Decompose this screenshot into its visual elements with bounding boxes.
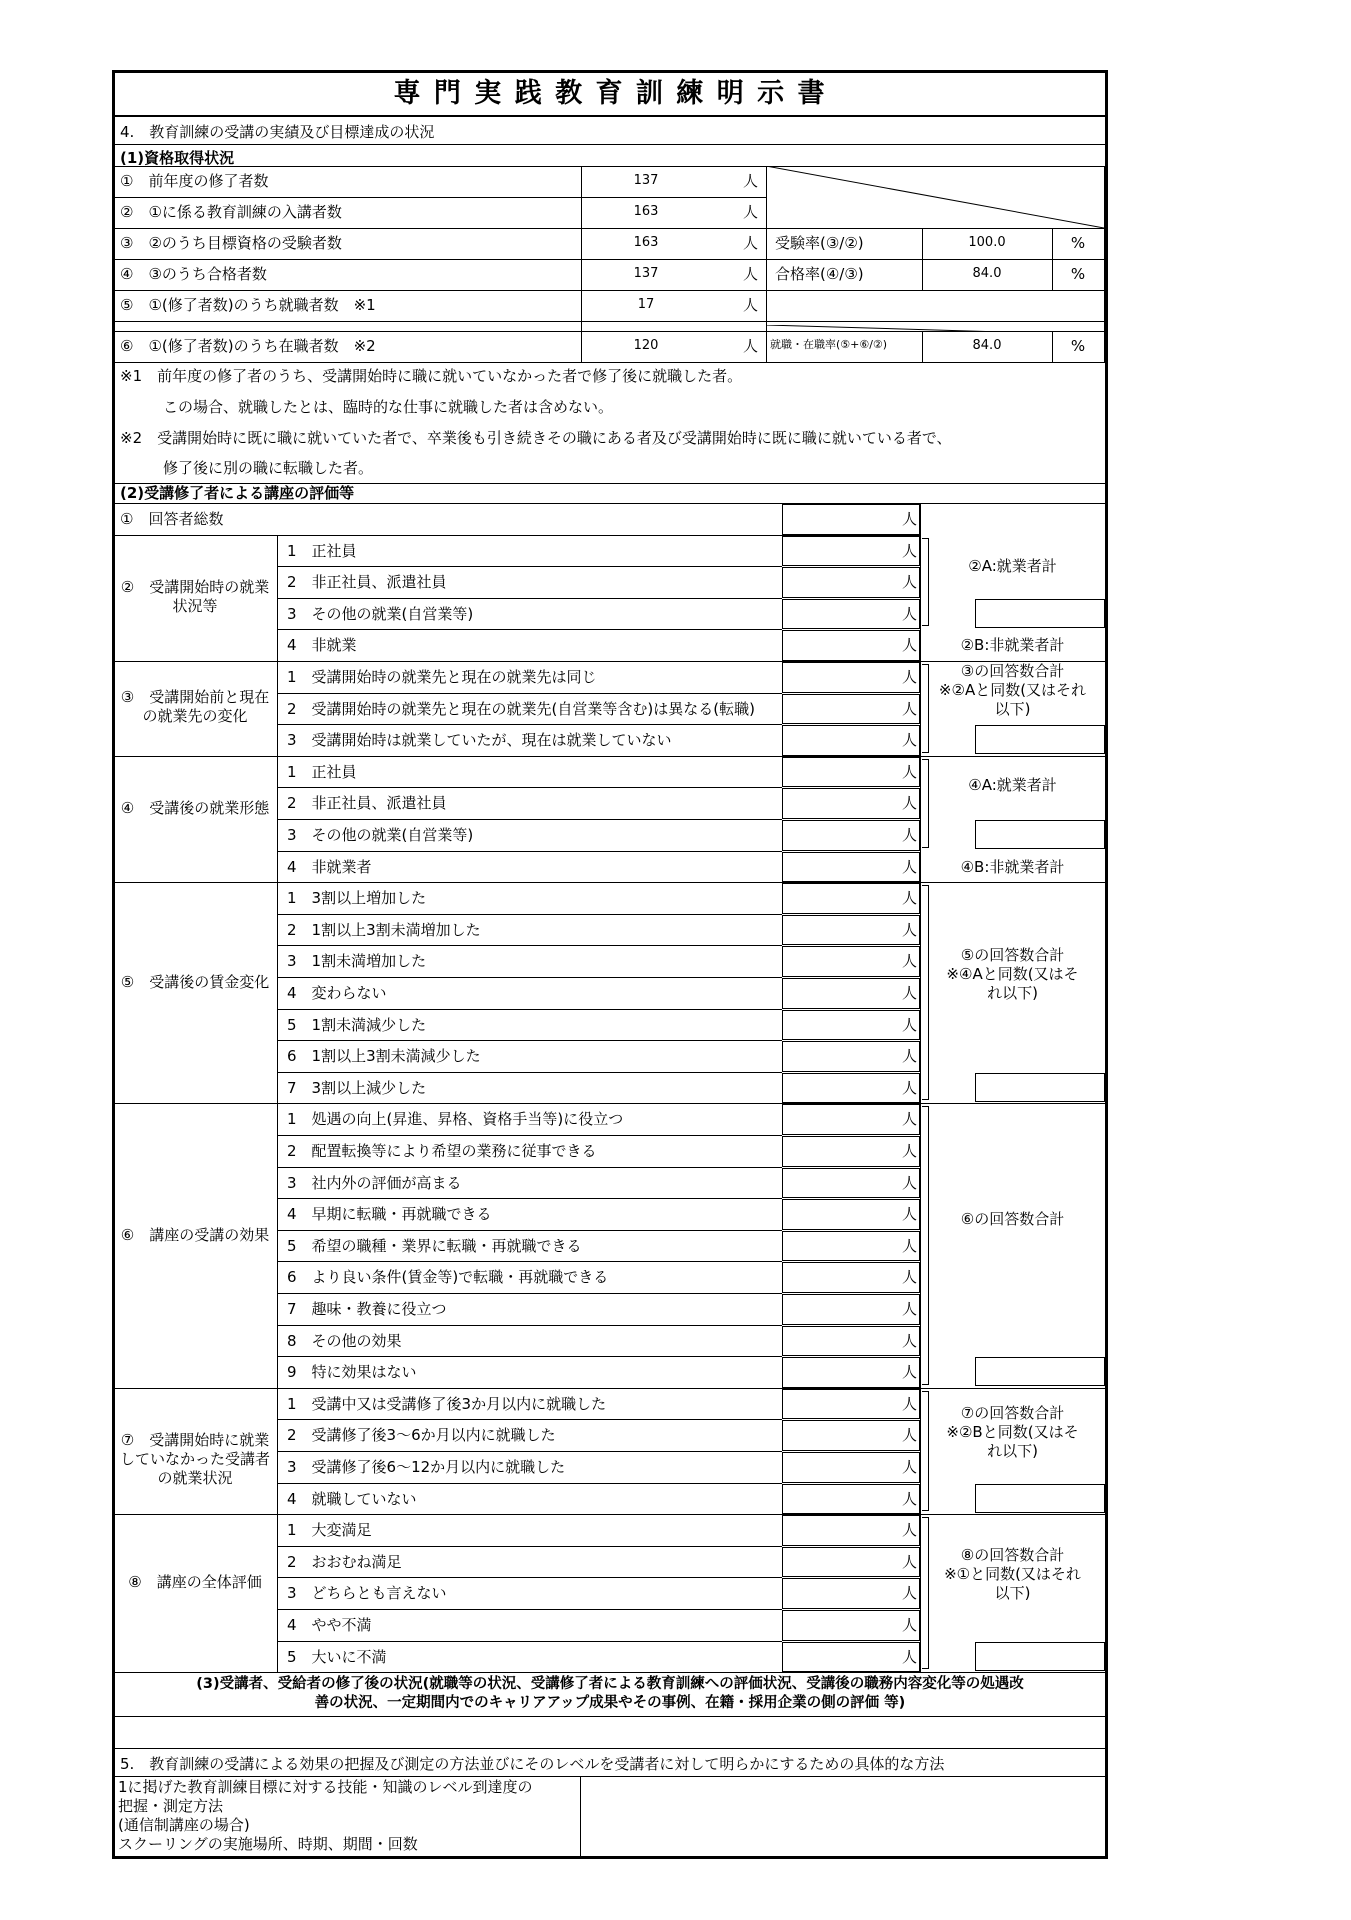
side-2a-label: ②A:就業者計: [968, 556, 1057, 575]
s2-item-unit: 人: [902, 1300, 918, 1318]
s2-item-unit: 人: [902, 1173, 918, 1192]
side-4a-label: ④A:就業者計: [968, 775, 1057, 794]
s2-item-label: 3 受講開始時は就業していたが、現在は就業していない: [287, 731, 672, 750]
side-total-input[interactable]: [975, 599, 1105, 628]
s5-line3: (通信制講座の場合): [118, 1816, 250, 1834]
s1-row-label: ④ ③のうち合格者数: [120, 265, 267, 283]
note-2-cont: 修了後に別の職に転職した者。: [163, 459, 374, 477]
s2-item-unit: 人: [902, 857, 918, 876]
s2-item-label: 8 その他の効果: [287, 1331, 402, 1350]
s1-rate-unit: %: [1070, 265, 1086, 283]
s2-item-label: 1 大変満足: [287, 1521, 372, 1540]
s2-item-input[interactable]: [782, 852, 920, 883]
s2-item-unit: 人: [902, 952, 918, 971]
side-total-input[interactable]: [975, 1073, 1105, 1102]
side-5-label: れ以下): [987, 984, 1038, 1003]
s2-item-input[interactable]: [782, 820, 920, 851]
s2-group-label: ⑧ 講座の全体評価: [128, 1573, 262, 1592]
s2-item-label: 6 1割以上3割未満減少した: [287, 1047, 481, 1066]
s2-item-unit: 人: [902, 1078, 918, 1097]
s2-item-unit: 人: [902, 889, 918, 908]
note-1-cont: この場合、就職したとは、臨時的な仕事に就職した者は含めない。: [163, 398, 614, 416]
s2-item-label: 7 3割以上減少した: [287, 1078, 427, 1097]
side-7-label: ※②Bと同数(又はそ: [946, 1422, 1079, 1441]
section-4-heading: 4. 教育訓練の受講の実績及び目標達成の状況: [120, 123, 435, 141]
s2-item-input[interactable]: [782, 536, 920, 567]
s2-item-input[interactable]: [782, 946, 920, 977]
s2-item-input[interactable]: [782, 630, 920, 661]
s2-item-unit: 人: [902, 731, 918, 750]
s1-row-value[interactable]: 163: [633, 235, 659, 250]
s2-item-input[interactable]: [782, 1357, 920, 1388]
side-8-label: 以下): [994, 1584, 1031, 1603]
s2-item-input[interactable]: [782, 1231, 920, 1262]
s1-row-label: ① 前年度の修了者数: [120, 172, 269, 190]
s2-item-label: 4 非就業者: [287, 857, 372, 876]
s1-row-label: ② ①に係る教育訓練の入講者数: [120, 203, 342, 221]
s2-item-input[interactable]: [782, 694, 920, 725]
s3-text-area[interactable]: [115, 1716, 1105, 1749]
s1-row-label: ⑤ ①(修了者数)のうち就職者数 ※1: [120, 296, 376, 314]
s2-item-unit: 人: [902, 1142, 918, 1160]
s2-group-label: ⑤ 受講後の賃金変化: [120, 972, 270, 991]
s2-item-label: 1 受講開始時の就業先と現在の就業先は同じ: [287, 668, 597, 686]
section-5-heading: 5. 教育訓練の受講による効果の把握及び測定の方法並びにそのレベルを受講者に対して明らかにするための具体的な方法: [120, 1755, 945, 1773]
s2-item-input[interactable]: [782, 725, 920, 756]
s2-item-input[interactable]: [782, 1452, 920, 1483]
s1-row-unit: 人: [743, 234, 759, 252]
s2-item-label: 1 3割以上増加した: [287, 889, 427, 908]
s1-row-unit: 人: [743, 296, 759, 314]
s2-item-label: 2 非正社員、派遣社員: [287, 573, 447, 592]
s1-row-unit: 人: [743, 337, 759, 355]
s2-item-label: 3 どちらとも言えない: [287, 1584, 447, 1603]
s2-item-input[interactable]: [782, 662, 920, 693]
side-2b-label: ②B:非就業者計: [960, 636, 1065, 655]
s2-item-input[interactable]: [782, 599, 920, 630]
s2-item-unit: 人: [902, 636, 918, 655]
s2-item-unit: 人: [902, 1015, 918, 1034]
s1-heading: (1)資格取得状況: [120, 149, 235, 167]
s2-heading: (2)受講修了者による講座の評価等: [120, 484, 355, 502]
side-total-input[interactable]: [975, 1642, 1105, 1671]
s1-rate-value[interactable]: 84.0: [972, 266, 1002, 281]
s2-item-label: 4 非就業: [287, 636, 357, 655]
s2-item-unit: 人: [902, 1616, 918, 1634]
s2-item-input[interactable]: [782, 757, 920, 788]
s2-item-label: 1 正社員: [287, 541, 357, 560]
s2-item-label: 3 社内外の評価が高まる: [287, 1173, 462, 1192]
s2-item-input[interactable]: [782, 1041, 920, 1072]
s2-item-input[interactable]: [782, 567, 920, 598]
s2-item-unit: 人: [902, 1268, 918, 1287]
note-2: ※2 受講開始時に既に職に就いていた者で、卒業後も引き続きその職にある者及び受講開始時に既に職に就いている者で、: [120, 429, 952, 447]
s5-method-field[interactable]: [581, 1777, 1105, 1858]
s3-heading-line1: (3)受講者、受給者の修了後の状況(就職等の状況、受講修了者による教育訓練への評価状況、受講後の職務内容変化等の処遇改: [196, 1676, 1024, 1692]
s2-item-input[interactable]: [782, 1104, 920, 1135]
s2-item-label: 2 配置転換等により希望の業務に従事できる: [287, 1142, 597, 1160]
s5-line4: スクーリングの実施場所、時期、期間・回数: [118, 1835, 418, 1853]
s2-item-label: 6 より良い条件(賃金等)で転職・再就職できる: [287, 1268, 609, 1287]
s2-item-unit: 人: [902, 1331, 918, 1350]
s2-item-unit: 人: [902, 573, 918, 592]
s2-item-unit: 人: [902, 1584, 918, 1603]
s1-rate-value[interactable]: 100.0: [968, 235, 1006, 250]
s2-item-label: 9 特に効果はない: [287, 1363, 417, 1382]
side-brace: [922, 1106, 929, 1384]
s2-item-input[interactable]: [782, 1420, 920, 1451]
side-6-label: ⑥の回答数合計: [960, 1210, 1065, 1229]
s1-row-value[interactable]: 163: [633, 204, 659, 219]
s2-item-unit: 人: [902, 1047, 918, 1066]
s2-item-label: 4 早期に転職・再就職できる: [287, 1205, 492, 1224]
side-5-label: ⑤の回答数合計: [960, 946, 1065, 965]
side-3-label: ※②Aと同数(又はそれ: [938, 681, 1087, 699]
s2-group-label: ④ 受講後の就業形態: [120, 799, 270, 817]
note-1: ※1 前年度の修了者のうち、受講開始時に職に就いていなかった者で修了後に就職した者。: [120, 367, 743, 385]
s1-row-unit: 人: [743, 172, 759, 190]
s2-item-unit: 人: [902, 984, 918, 1002]
s2-item-input[interactable]: [782, 1610, 920, 1641]
document-form: [112, 70, 1108, 1859]
s1-row-value[interactable]: 120: [633, 338, 659, 353]
s2-item-label: 3 その他の就業(自営業等): [287, 604, 474, 623]
s1-row-unit: 人: [743, 265, 759, 283]
s2-item-unit: 人: [902, 1394, 918, 1413]
s2-item-unit: 人: [902, 1489, 918, 1508]
side-5-label: ※④Aと同数(又はそ: [946, 965, 1079, 984]
side-4b-label: ④B:非就業者計: [960, 857, 1065, 876]
s2-item-unit: 人: [902, 1110, 918, 1129]
s2-item-input[interactable]: [782, 1010, 920, 1041]
s2-item-label: 4 変わらない: [287, 984, 387, 1002]
side-3-label: 以下): [994, 700, 1031, 718]
s2-item-input[interactable]: [782, 883, 920, 914]
s2-item-unit: 人: [902, 1458, 918, 1476]
s2-group-label: ⑦ 受講開始時に就業していなかった受講者の就業状況: [119, 1431, 270, 1487]
s2-item-input[interactable]: [782, 1389, 920, 1420]
s1-rate-label: 受験率(③/②): [775, 234, 864, 252]
s2-item-unit: 人: [902, 668, 918, 686]
s2-item-label: 7 趣味・教養に役立つ: [287, 1300, 447, 1318]
s2-item-unit: 人: [902, 1647, 918, 1666]
s1-rate-unit: %: [1070, 234, 1086, 252]
s2-item-unit: 人: [902, 1521, 918, 1540]
s2-item-input[interactable]: [782, 915, 920, 946]
side-8-label: ⑧の回答数合計: [960, 1546, 1065, 1565]
s2-item-unit: 人: [902, 762, 918, 781]
s2-item-unit: 人: [902, 604, 918, 623]
s1-row-value[interactable]: 137: [633, 266, 659, 281]
s2-q1-label: ① 回答者総数: [120, 510, 224, 528]
side-7-label: れ以下): [987, 1441, 1038, 1460]
s2-item-input[interactable]: [782, 1484, 920, 1515]
s2-item-input[interactable]: [782, 1136, 920, 1167]
s2-item-label: 2 1割以上3割未満増加した: [287, 920, 481, 939]
s2-item-input[interactable]: [782, 788, 920, 819]
s2-item-unit: 人: [902, 1426, 918, 1445]
s2-item-unit: 人: [902, 699, 918, 718]
s2-item-label: 1 正社員: [287, 762, 357, 781]
s2-item-unit: 人: [902, 794, 918, 813]
side-total-input[interactable]: [975, 820, 1105, 849]
s2-item-unit: 人: [902, 1552, 918, 1571]
s2-item-label: 4 やや不満: [287, 1616, 372, 1634]
s2-item-input[interactable]: [782, 1326, 920, 1357]
s2-group-label: ③ 受講開始前と現在の就業先の変化: [120, 688, 270, 726]
s2-item-input[interactable]: [782, 1547, 920, 1578]
s2-group-label: ② 受講開始時の就業状況等: [120, 577, 270, 615]
s2-item-unit: 人: [902, 1205, 918, 1224]
s2-item-label: 1 処遇の向上(昇進、昇格、資格手当等)に役立つ: [287, 1110, 624, 1129]
s2-item-input[interactable]: [782, 1262, 920, 1293]
s2-item-label: 3 受講修了後6～12か月以内に就職した: [287, 1458, 566, 1476]
s1-row-value[interactable]: 17: [637, 297, 655, 312]
s1-diagonal-cell: [766, 166, 1104, 228]
side-total-input[interactable]: [975, 1357, 1105, 1386]
s2-group-label: ⑥ 講座の受講の効果: [120, 1225, 270, 1244]
s2-item-label: 1 受講中又は受講修了後3か月以内に就職した: [287, 1394, 607, 1413]
s2-item-unit: 人: [902, 920, 918, 939]
side-total-input[interactable]: [975, 725, 1105, 754]
s2-item-input[interactable]: [782, 1073, 920, 1104]
side-brace: [922, 538, 929, 627]
s2-item-label: 2 非正社員、派遣社員: [287, 794, 447, 813]
s2-item-label: 2 受講修了後3～6か月以内に就職した: [287, 1426, 556, 1445]
s2-item-unit: 人: [902, 1363, 918, 1382]
side-brace: [922, 759, 929, 848]
s2-q1-input[interactable]: [782, 504, 920, 535]
s2-item-label: 3 1割未満増加した: [287, 952, 427, 971]
s2-item-input[interactable]: [782, 1199, 920, 1230]
side-3-label: ③の回答数合計: [960, 662, 1065, 680]
s2-item-unit: 人: [902, 1236, 918, 1255]
s2-item-unit: 人: [902, 826, 918, 844]
side-7-label: ⑦の回答数合計: [960, 1403, 1065, 1422]
s2-item-input[interactable]: [782, 1578, 920, 1609]
s5-line2: 把握・測定方法: [118, 1797, 224, 1815]
s1-rate-unit: %: [1070, 337, 1086, 355]
s2-item-label: 2 おおむね満足: [287, 1552, 402, 1571]
s1-diagonal-cell-2: [766, 321, 1104, 331]
s2-item-label: 5 1割未満減少した: [287, 1015, 427, 1034]
s2-item-label: 3 その他の就業(自営業等): [287, 826, 474, 844]
s1-row-value[interactable]: 137: [633, 173, 659, 188]
page-title: 専 門 実 践 教 育 訓 練 明 示 書: [393, 78, 827, 109]
s1-row-label: ⑥ ①(修了者数)のうち在職者数 ※2: [120, 337, 376, 355]
s2-item-label: 4 就職していない: [287, 1489, 417, 1508]
s2-item-label: 5 大いに不満: [287, 1647, 387, 1666]
s2-item-input[interactable]: [782, 978, 920, 1009]
side-total-input[interactable]: [975, 1484, 1105, 1513]
s5-line1: 1に掲げた教育訓練目標に対する技能・知識のレベル到達度の: [118, 1778, 533, 1796]
s2-item-input[interactable]: [782, 1515, 920, 1546]
side-8-label: ※①と同数(又はそれ: [944, 1565, 1081, 1584]
s1-rate-value[interactable]: 84.0: [972, 338, 1002, 353]
s1-row-label: ③ ②のうち目標資格の受験者数: [120, 234, 342, 252]
s3-heading-line2: 善の状況、一定期間内でのキャリアアップ成果やその事例、在籍・採用企業の側の評価 等): [314, 1695, 906, 1711]
s2-item-input[interactable]: [782, 1168, 920, 1199]
s2-q1-unit: 人: [902, 510, 918, 528]
s2-item-unit: 人: [902, 541, 918, 560]
s1-row-unit: 人: [743, 203, 759, 221]
s1-rate-label: 就職・在職率(⑤+⑥/②): [770, 338, 888, 351]
s2-item-label: 2 受講開始時の就業先と現在の就業先(自営業等含む)は異なる(転職): [287, 699, 755, 718]
s2-item-input[interactable]: [782, 1642, 920, 1673]
s2-item-input[interactable]: [782, 1294, 920, 1325]
s1-rate-label: 合格率(④/③): [775, 265, 864, 283]
s2-item-label: 5 希望の職種・業界に転職・再就職できる: [287, 1236, 582, 1255]
